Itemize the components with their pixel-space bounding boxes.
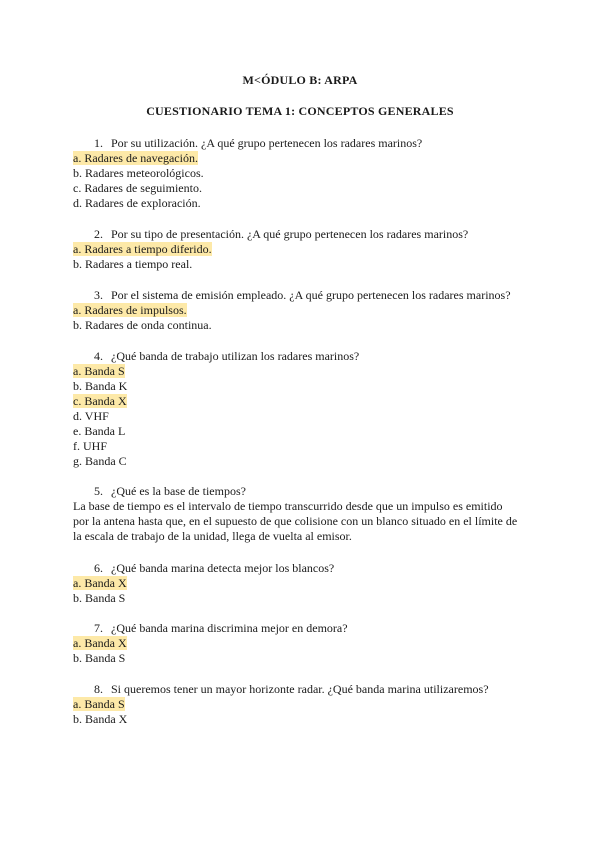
- answer-option: [73, 651, 533, 666]
- question-2: [73, 227, 533, 272]
- answer-label: f. UHF: [73, 439, 108, 453]
- question-4: [73, 349, 533, 469]
- question-text: Por su tipo de presentación. ¿A qué grupo pertenecen los radares marinos?: [111, 227, 469, 241]
- question-number: 6.: [94, 561, 103, 575]
- question-text: ¿Qué es la base de tiempos?: [111, 484, 246, 498]
- answer-label: d. Radares de exploración.: [73, 196, 201, 210]
- question-number: 7.: [94, 621, 103, 635]
- answer-option: [73, 181, 533, 196]
- highlighted-answer-label: a. Radares de impulsos.: [73, 303, 187, 317]
- answer-label: e. Banda L: [73, 424, 126, 438]
- answer-label: b. Radares a tiempo real.: [73, 257, 193, 271]
- highlighted-answer-label: a. Banda X: [73, 636, 127, 650]
- answer-option: [73, 697, 533, 712]
- answer-label: b. Radares de onda continua.: [73, 318, 212, 332]
- answer-text-line: La base de tiempo es el intervalo de tiempo transcurrido desde que un impulso es emitido: [73, 499, 503, 513]
- answer-text-line: la escala de trabajo de la unidad, llega de vuelta al emisor.: [73, 529, 352, 543]
- answer-option: [73, 151, 533, 166]
- question-8: [73, 682, 533, 727]
- answer-option: [73, 439, 533, 454]
- question-text-line: [73, 484, 533, 499]
- question-text: Si queremos tener un mayor horizonte radar. ¿Qué banda marina utilizaremos?: [111, 682, 489, 696]
- question-text: Por el sistema de emisión empleado. ¿A qué grupo pertenecen los radares marinos?: [111, 288, 511, 302]
- question-text: ¿Qué banda marina discrimina mejor en demora?: [111, 621, 348, 635]
- question-number: 2.: [94, 227, 103, 241]
- answer-option: [73, 257, 533, 272]
- answer-label: d. VHF: [73, 409, 109, 423]
- answer-text-line: por la antena hasta que, en el supuesto de que colisione con un blanco situado en el límite de: [73, 514, 518, 528]
- question-text: ¿Qué banda de trabajo utilizan los radares marinos?: [111, 349, 360, 363]
- answer-option: [73, 379, 533, 394]
- highlighted-answer-label: a. Banda S: [73, 364, 125, 378]
- answer-option: [73, 454, 533, 469]
- question-text-line: [73, 561, 533, 576]
- question-1: [73, 136, 533, 211]
- question-text: ¿Qué banda marina detecta mejor los blancos?: [111, 561, 335, 575]
- question-text-line: [73, 288, 533, 303]
- question-7: [73, 621, 533, 666]
- highlighted-answer-label: c. Banda X: [73, 394, 127, 408]
- answer-label: b. Banda K: [73, 379, 128, 393]
- answer-option: [73, 364, 533, 379]
- answer-label: b. Banda S: [73, 651, 126, 665]
- answer-option: [73, 712, 533, 727]
- answer-label: b. Radares meteorológicos.: [73, 166, 204, 180]
- answer-option: [73, 394, 533, 409]
- question-number: 4.: [94, 349, 103, 363]
- answer-option: [73, 576, 533, 591]
- question-number: 1.: [94, 136, 103, 150]
- question-text-line: [73, 682, 533, 697]
- question-text-line: [73, 621, 533, 636]
- answer-option: [73, 636, 533, 651]
- question-number: 5.: [94, 484, 103, 498]
- answer-option: [73, 196, 533, 211]
- question-text: Por su utilización. ¿A qué grupo pertenecen los radares marinos?: [111, 136, 423, 150]
- answer-label: b. Banda S: [73, 591, 126, 605]
- answer-option: [73, 242, 533, 257]
- highlighted-answer-label: a. Banda X: [73, 576, 127, 590]
- question-6: [73, 561, 533, 606]
- answer-option: [73, 591, 533, 606]
- highlighted-answer-label: a. Radares de navegación.: [73, 151, 198, 165]
- highlighted-answer-label: a. Banda S: [73, 697, 125, 711]
- answer-option: [73, 166, 533, 181]
- highlighted-answer-label: a. Radares a tiempo diferido.: [73, 242, 212, 256]
- question-5: [73, 484, 533, 544]
- question-text-line: [73, 136, 533, 151]
- module-title: M<ÓDULO B: ARPA: [242, 73, 358, 87]
- question-number: 8.: [94, 682, 103, 696]
- question-text-line: [73, 349, 533, 364]
- answer-option: [73, 318, 533, 333]
- answer-label: c. Radares de seguimiento.: [73, 181, 202, 195]
- questionnaire-title: CUESTIONARIO TEMA 1: CONCEPTOS GENERALES: [146, 104, 454, 118]
- question-text-line: [73, 227, 533, 242]
- answer-option: [73, 424, 533, 439]
- question-number: 3.: [94, 288, 103, 302]
- answer-option: [73, 409, 533, 424]
- answer-label: b. Banda X: [73, 712, 128, 726]
- answer-label: g. Banda C: [73, 454, 127, 468]
- question-3: [73, 288, 533, 333]
- answer-option: [73, 303, 533, 318]
